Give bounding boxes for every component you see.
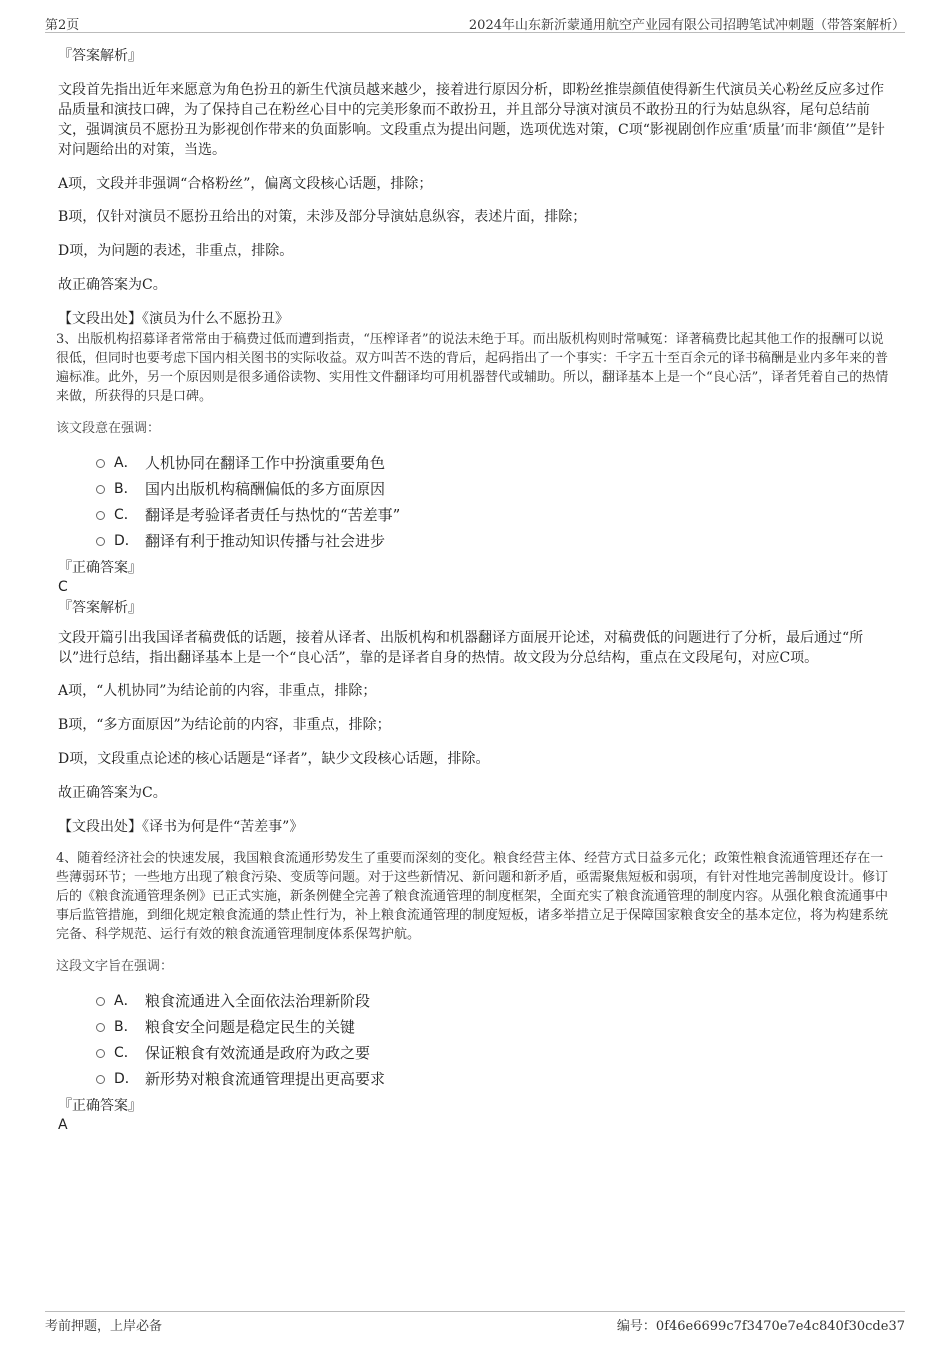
analysis-option-a: A项，“人机协同”为结论前的内容，非重点，排除； xyxy=(58,683,377,699)
question-text: 4、随着经济社会的快速发展，我国粮食流通形势发生了重要而深刻的变化。粮食经营主体、经营方式日益多元化；政策性粮食流通管理还存在一些薄弱环节；一些地方出现了粮食污染、变质等问题。对于这些新情况、新问题和新矛盾，亟需聚焦短板和弱项，有针对性地完善制度设计。修订后的《粮食流通管理条例》已正式实施，新条例健全完善了粮食流通管理的制度框架，全面充实了粮食流通管理的制度内容。从强化粮食流通事中事后监管措施，到细化规定粮食流通的禁止性行为，补上粮食流通管理的制度短板，诸多举措立足于保障国家粮食安全的基本定位，将为构建系统完备、科学规范、运行有效的粮食流通管理制度体系保驾护航。 xyxy=(56,851,889,942)
analysis-label: 『答案解析』 xyxy=(58,600,142,616)
correct-answer-label: 『正确答案』 xyxy=(58,560,142,576)
option-text: 新形势对粮食流通管理提出更高要求 xyxy=(145,1070,386,1088)
option-a[interactable] xyxy=(56,988,896,1014)
option-text: 粮食流通进入全面依法治理新阶段 xyxy=(145,992,371,1010)
source-line: 【文段出处】《演员为什么不愿扮丑》 xyxy=(58,311,289,327)
footer-slogan: 考前押题，上岸必备 xyxy=(45,1319,163,1334)
option-text: 人机协同在翻译工作中扮演重要角色 xyxy=(145,454,386,472)
analysis-option-d: D项，为问题的表述，非重点，排除。 xyxy=(58,243,294,259)
option-letter: D． xyxy=(114,533,139,549)
correct-answer: C xyxy=(58,579,68,595)
option-c[interactable] xyxy=(56,1040,896,1066)
radio-icon[interactable] xyxy=(96,1075,105,1084)
option-letter: B． xyxy=(114,1019,138,1035)
option-text: 粮食安全问题是稳定民生的关键 xyxy=(145,1018,356,1036)
correct-answer: A xyxy=(58,1117,68,1133)
document-id: 编号：0f46e6699c7f3470e7e4c840f30cde37 xyxy=(616,1319,905,1334)
analysis-conclusion: 故正确答案为C。 xyxy=(58,785,167,801)
option-d[interactable] xyxy=(56,528,896,554)
radio-icon[interactable] xyxy=(96,459,105,468)
radio-icon[interactable] xyxy=(96,997,105,1006)
option-text: 国内出版机构稿酬偏低的多方面原因 xyxy=(145,480,386,498)
question-text: 3、出版机构招募译者常常由于稿费过低而遭到指责，“压榨译者”的说法未绝于耳。而出版机构则时常喊冤：译著稿费比起其他工作的报酬可以说很低，但同时也要考虑下国内相关图书的实际收益。双方叫苦不迭的背后，起码指出了一个事实：千字五十至百余元的译书稿酬是业内多年来的普遍标准。此外，另一个原因则是很多通俗读物、实用性文件翻译均可用机器替代或辅助。所以，翻译基本上是一个“良心活”，译者凭着自己的热情来做，所获得的只是口碑。 xyxy=(56,332,889,404)
source-line: 【文段出处】《译书为何是件“苦差事”》 xyxy=(58,819,304,835)
analysis-label: 『答案解析』 xyxy=(58,48,142,64)
page-number: 第2页 xyxy=(45,18,80,33)
document-body xyxy=(56,44,896,1134)
question-prompt: 这段文字旨在强调： xyxy=(56,959,174,974)
option-letter: C． xyxy=(114,1045,138,1061)
option-d[interactable] xyxy=(56,1066,896,1092)
analysis-option-d: D项，文段重点论述的核心话题是“译者”，缺少文段核心话题，排除。 xyxy=(58,751,490,767)
analysis-text: 文段开篇引出我国译者稿费低的话题，接着从译者、出版机构和机器翻译方面展开论述，对稿费低的问题进行了分析，最后通过“所以”进行总结，指出翻译基本上是一个“良心活”，靠的是译者自身的热情。故文段为分总结构，重点在文段尾句，对应C项。 xyxy=(58,630,864,666)
radio-icon[interactable] xyxy=(96,537,105,546)
document-title: 2024年山东新沂蒙通用航空产业园有限公司招聘笔试冲刺题（带答案解析） xyxy=(468,18,905,33)
page-footer xyxy=(45,1311,905,1333)
analysis-conclusion: 故正确答案为C。 xyxy=(58,277,167,293)
question-prompt: 该文段意在强调： xyxy=(56,421,161,436)
option-text: 翻译是考验译者责任与热忱的“苦差事” xyxy=(145,506,401,524)
option-text: 保证粮食有效流通是政府为政之要 xyxy=(145,1044,371,1062)
option-a[interactable] xyxy=(56,450,896,476)
radio-icon[interactable] xyxy=(96,511,105,520)
radio-icon[interactable] xyxy=(96,1049,105,1058)
page-header xyxy=(45,14,905,33)
option-c[interactable] xyxy=(56,502,896,528)
radio-icon[interactable] xyxy=(96,485,105,494)
option-letter: B． xyxy=(114,481,138,497)
block1 xyxy=(56,46,896,329)
option-list xyxy=(56,450,896,554)
analysis-option-b: B项，仅针对演员不愿扮丑给出的对策，未涉及部分导演姑息纵容，表述片面，排除； xyxy=(58,209,587,225)
radio-icon[interactable] xyxy=(96,1023,105,1032)
option-b[interactable] xyxy=(56,476,896,502)
correct-answer-label: 『正确答案』 xyxy=(58,1098,142,1114)
option-text: 翻译有利于推动知识传播与社会进步 xyxy=(145,532,386,550)
option-b[interactable] xyxy=(56,1014,896,1040)
option-list xyxy=(56,988,896,1092)
analysis-text: 文段首先指出近年来愿意为角色扮丑的新生代演员越来越少，接着进行原因分析，即粉丝推崇颜值使得新生代演员关心粉丝反应多过作品质量和演技口碑，为了保持自己在粉丝心目中的完美形象而不敢扮丑，并且部分导演对演员不敢扮丑的行为姑息纵容，尾句总结前文，强调演员不愿扮丑为影视创作带来的负面影响。文段重点为提出问题，选项优选对策，C项“影视剧创作应重‘质量’而非‘颜值’”是针对问题给出的对策，当选。 xyxy=(58,82,885,158)
analysis-option-b: B项，“多方面原因”为结论前的内容，非重点，排除； xyxy=(58,717,391,733)
analysis-option-a: A项，文段并非强调“合格粉丝”，偏离文段核心话题，排除； xyxy=(58,176,433,192)
question-3 xyxy=(56,330,896,837)
question-4 xyxy=(56,849,896,1134)
option-letter: A． xyxy=(114,455,138,471)
option-letter: A． xyxy=(114,993,138,1009)
option-letter: D． xyxy=(114,1071,139,1087)
option-letter: C． xyxy=(114,507,138,523)
